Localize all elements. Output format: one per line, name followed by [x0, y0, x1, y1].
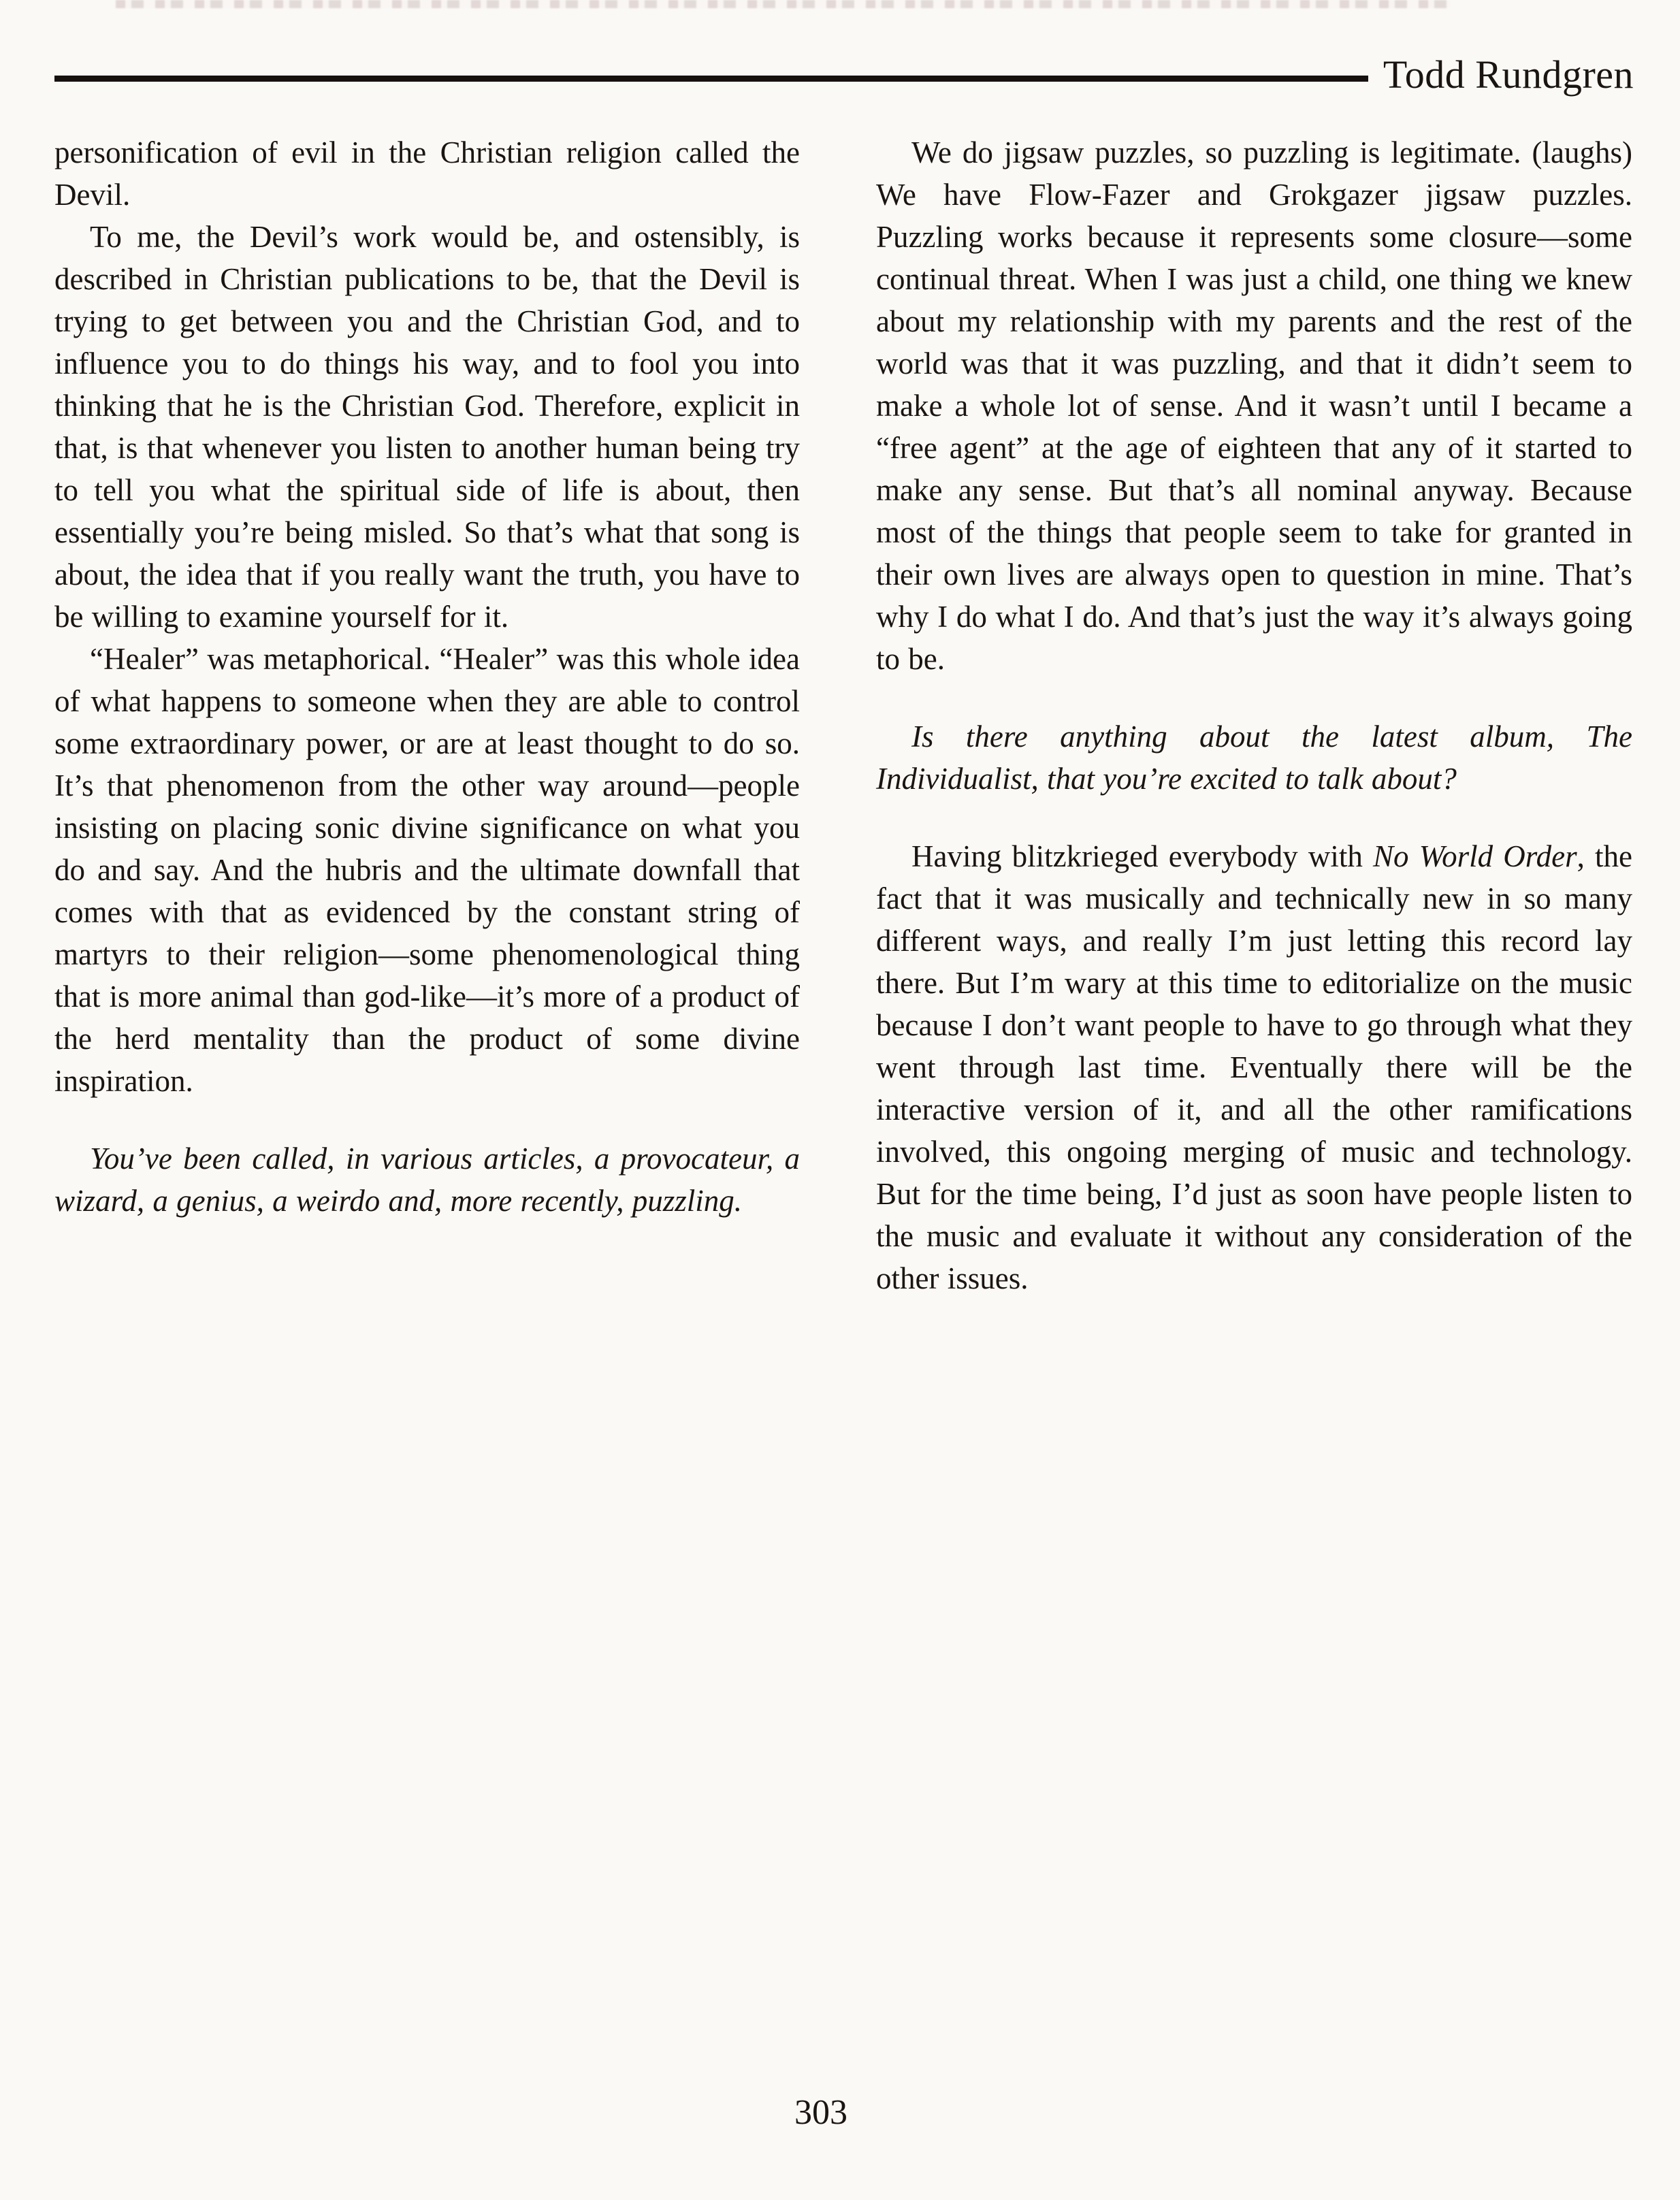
text-segment: “Healer” was metaphorical. “Healer” was this whole idea of what happens to someone when they are able to control some extraordinary power, or are at least thought to do so. It’s that phenomenon from the other way around—people insisting on placing sonic divine significance on what you do and say. And the hubris and the ultimate downfall that comes with that as evidenced by the constant string of martyrs to their religion—some phenomenological thing that is more animal than god-like—it’s more of a product of the herd mentality than the product of some divine inspiration. [54, 642, 800, 1098]
scan-artifact-top [116, 0, 1450, 8]
text-segment: To me, the Devil’s work would be, and ostensibly, is described in Christian publications to be, that the Devil is trying to get between you and the Christian God, and to influence you to do things his way, and to fool you into thinking that he is the Christian God. Therefore, explicit in that, is that whenever you listen to another human being try to tell you what the spiritual side of life is about, then essentially you’re being misled. So that’s what that song is about, the idea that if you really want the truth, you have to be willing to examine yourself for it. [54, 220, 800, 634]
page-number: 303 [794, 2093, 847, 2132]
page-header-title: Todd Rundgren [1383, 52, 1634, 97]
italic-text-segment: You’ve been called, in various articles, a provocateur, a wizard, a genius, a weirdo and, more recently, puzzling. [54, 1142, 800, 1218]
text-segment: We do jigsaw puzzles, so puzzling is legitimate. (laughs) We have Flow-Fazer and Grokgazer jigsaw puzzles. Puzzling works because it represents some closure—some continual threat. When I was just a child, one thing we knew about my relationship with my parents and the rest of the world was that it was puzzling, and that it didn’t seem to make a whole lot of sense. And it wasn’t until I became a “free agent” at the age of eighteen that any of it started to make any sense. But that’s all nominal anyway. Because most of the things that people seem to take for granted in their own lives are always open to question in mine. That’s why I do what I do. And that’s just the way it’s always going to be. [876, 135, 1632, 676]
article-body [54, 131, 1632, 1299]
interview-question-paragraph [876, 715, 1632, 800]
text-segment: , the fact that it was musically and technically new in so many different ways, and really I’m just letting this record lay there. But I’m wary at this time to editorialize on the music because I don’t want people to have to go through what they went through last time. Eventually there will be the interactive version of it, and all the other ramifications involved, this ongoing merging of music and technology. But for the time being, I’d just as soon have people listen to the music and evaluate it without any consideration of the other issues. [876, 839, 1632, 1295]
text-segment: Having blitzkrieged everybody with [911, 839, 1374, 873]
italic-text-segment: Is there anything about the latest album, The Individualist, that you’re excited to talk about? [876, 719, 1632, 796]
interview-answer-paragraph [876, 835, 1632, 1299]
interview-answer-paragraph [54, 638, 800, 1102]
interview-answer-paragraph [876, 131, 1632, 680]
right-column [876, 131, 1632, 1299]
page-header [54, 49, 1634, 101]
interview-answer-paragraph [54, 131, 800, 216]
interview-answer-paragraph [54, 216, 800, 638]
interview-question-paragraph [54, 1137, 800, 1222]
header-rule [54, 76, 1368, 82]
italic-text-segment: No World Order [1373, 839, 1577, 873]
page-footer [0, 2095, 1642, 2131]
left-column [54, 131, 800, 1222]
text-segment: personification of evil in the Christian religion called the Devil. [54, 135, 800, 212]
